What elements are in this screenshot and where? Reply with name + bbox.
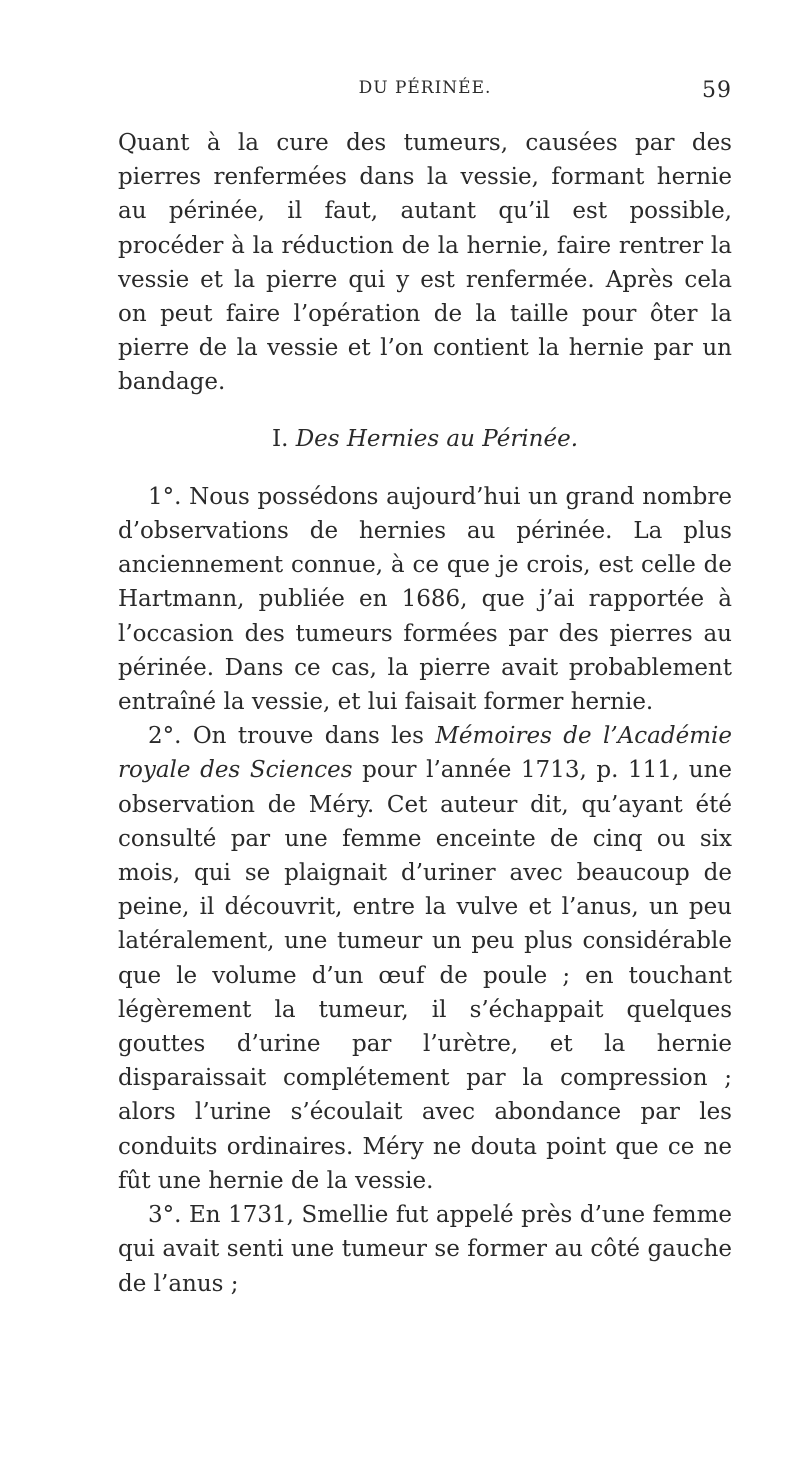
paragraph-2-end: pour l’année 1713, p. 111, une observation de Méry. Cet auteur dit, qu’ayant été consulté par une femme enceinte de cinq ou six mois, qui se plaignait d’uriner avec beaucoup de peine, il découvrit, entre la vulve et l’anus, un peu latéralement, une tumeur un peu plus considérable que le volume d’un œuf de poule ; en touchant légèrement la tumeur, il s’échappait quelques gouttes d’urine par l’urètre, et la hernie disparaissait complétement par la compression ; alors l’urine s’écoulait avec abondance par les conduits ordinaires. Méry ne douta point que ce ne fût une hernie de la vessie. — [118, 757, 732, 1194]
paragraph-2-citation: Mémoires de l’Académie royale des Sciences — [118, 723, 732, 784]
paragraph-2 — [118, 719, 732, 1198]
body-text — [118, 126, 732, 1301]
book-page — [0, 78, 800, 1478]
page-number: 59 — [702, 78, 732, 103]
paragraph-3: 3°. En 1731, Smellie fut appelé près d’une femme qui avait senti une tumeur se former au côté gauche de l’anus ; — [118, 1202, 732, 1297]
paragraph-cure: Quant à la cure des tumeurs, causées par des pierres renfermées dans la vessie, formant hernie au périnée, il faut, autant qu’il est possible, procéder à la réduction de la hernie, faire rentrer la vessie et la pierre qui y est renfermée. Après cela on peut faire l’opération de la taille pour ôter la pierre de la vessie et l’on contient la hernie par un bandage. — [118, 130, 732, 396]
paragraph-2-start: 2°. On trouve dans les — [148, 723, 424, 750]
section-title: Des Hernies au Périnée. — [295, 425, 579, 452]
section-number: I. — [271, 425, 289, 452]
running-head — [118, 78, 732, 126]
section-heading — [118, 422, 732, 456]
running-title: DU PÉRINÉE. — [358, 78, 492, 98]
paragraph-1: 1°. Nous possédons aujourd’hui un grand nombre d’observations de hernies au périnée. La plus anciennement connue, à ce que je crois, est celle de Hartmann, publiée en 1686, que j’ai rapportée à l’occasion des tumeurs formées par des pierres au périnée. Dans ce cas, la pierre avait probablement entraîné la vessie, et lui faisait former hernie. — [118, 483, 732, 716]
